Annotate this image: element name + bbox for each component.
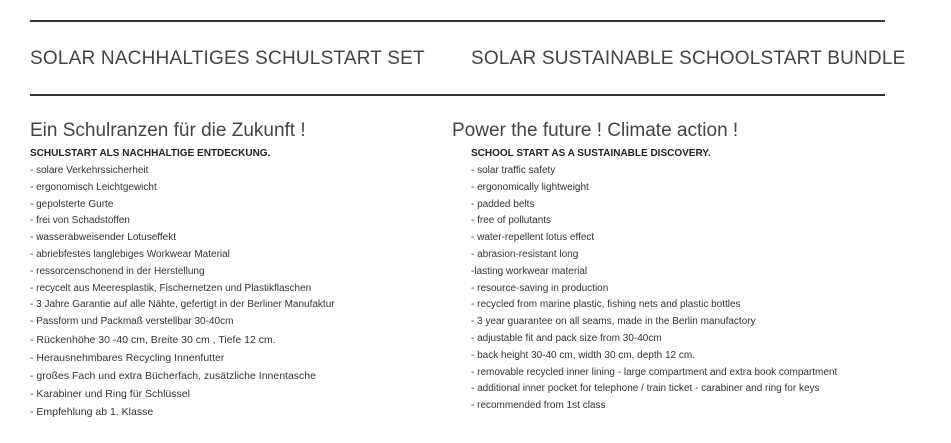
feature-item: - wasserabweisender Lotuseffekt <box>30 232 177 244</box>
feature-item: - padded belts <box>471 198 535 210</box>
feature-item: - free of pollutants <box>471 215 552 227</box>
subheading-de: SCHULSTART ALS NACHHALTIGE ENTDECKUNG. <box>30 148 271 159</box>
feature-item: - recycelt aus Meeresplastik, Fischernetzen und Plastikflaschen <box>30 282 312 294</box>
product-title-en: SOLAR SUSTAINABLE SCHOOLSTART BUNDLE <box>471 48 906 69</box>
feature-item: - ressorcenschonend in der Herstellung <box>30 265 205 277</box>
tagline-de: Ein Schulranzen für die Zukunft ! <box>30 120 306 141</box>
feature-item: - Passform und Packmaß verstellbar 30-40cm <box>30 316 234 328</box>
feature-item: - additional inner pocket for telephone / train ticket - carabiner and ring for keys <box>471 383 820 395</box>
feature-item: - recycled from marine plastic, fishing nets and plastic bottles <box>471 299 741 311</box>
feature-item: - solar traffic safety <box>471 165 556 176</box>
feature-item: - abriebfestes langlebiges Workwear Material <box>30 248 230 260</box>
feature-item: - ergonomisch Leichtgewicht <box>30 181 157 193</box>
feature-item: - Rückenhöhe 30 -40 cm, Breite 30 cm , Tiefe 12 cm. <box>30 333 276 346</box>
feature-item: - 3 year guarantee on all seams, made in the Berlin manufactory <box>471 316 756 328</box>
feature-item: - Herausnehmbares Recycling Innenfutter <box>30 351 225 364</box>
feature-item: - abrasion-resistant long <box>471 248 579 260</box>
feature-list-en <box>452 163 922 415</box>
feature-item: - 3 Jahre Garantie auf alle Nähte, gefertigt in der Berliner Manufaktur <box>30 299 335 311</box>
feature-item: - removable recycled inner lining - large compartment and extra book compartment <box>471 366 838 378</box>
product-title-de: SOLAR NACHHALTIGES SCHULSTART SET <box>30 48 425 69</box>
description-column-en <box>452 120 922 415</box>
feature-item: -lasting workwear material <box>471 265 588 277</box>
feature-item: - recommended from 1st class <box>471 400 606 412</box>
feature-list-de <box>30 163 430 421</box>
feature-item: - solare Verkehrssicherheit <box>30 165 149 176</box>
feature-item: - Empfehlung ab 1. Klasse <box>30 405 154 418</box>
tagline-en: Power the future ! Climate action ! <box>452 120 739 141</box>
feature-item: - gepolsterte Gurte <box>30 198 114 210</box>
feature-item: - frei von Schadstoffen <box>30 215 130 227</box>
subheading-en: SCHOOL START AS A SUSTAINABLE DISCOVERY. <box>471 148 711 159</box>
feature-item: - back height 30-40 cm, width 30 cm, depth 12 cm. <box>471 349 695 361</box>
feature-item: - water-repellent lotus effect <box>471 232 595 244</box>
top-divider <box>30 20 885 22</box>
description-column-de <box>30 120 430 421</box>
feature-item: - großes Fach und extra Bücherfach, zusätzliche Innentasche <box>30 369 316 382</box>
feature-item: - Karabiner und Ring für Schlüssel <box>30 387 190 400</box>
title-divider <box>30 94 885 96</box>
feature-item: - resource-saving in production <box>471 282 609 294</box>
feature-item: - adjustable fit and pack size from 30-40cm <box>471 332 662 344</box>
feature-item: - ergonomically lightweight <box>471 181 589 193</box>
